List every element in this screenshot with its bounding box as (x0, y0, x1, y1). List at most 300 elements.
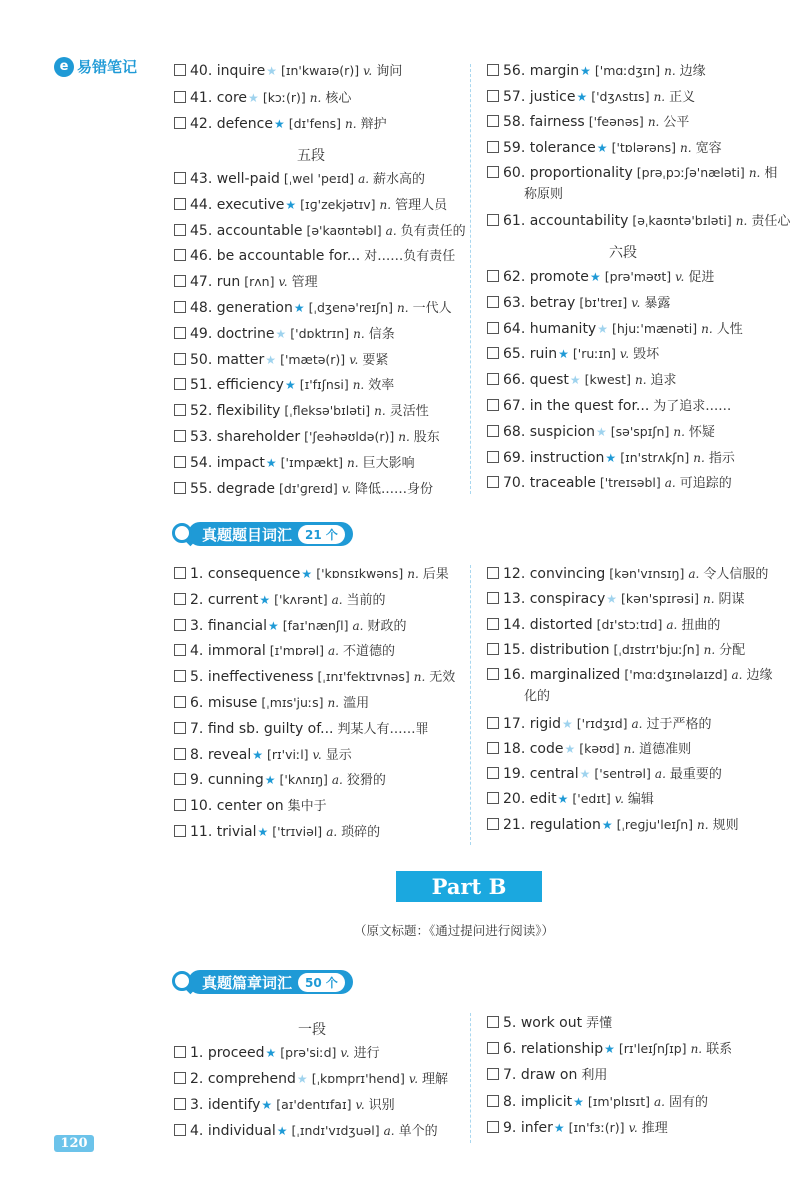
vocab-word: doctrine (216, 325, 275, 342)
vocab-meaning: 联系 (706, 1042, 733, 1058)
checkbox-icon[interactable] (487, 1016, 499, 1028)
vocab-part-of-speech: a. (385, 223, 397, 238)
checkbox-icon[interactable] (174, 593, 186, 605)
vocab-word: rigid (529, 715, 562, 732)
vocab-part-of-speech: n. (697, 817, 709, 832)
star-icon: ★ (597, 321, 608, 336)
vocab-word: cunning (207, 772, 264, 789)
checkbox-icon[interactable] (487, 618, 499, 630)
vocab-word: efficiency (216, 377, 284, 394)
checkbox-icon[interactable] (487, 742, 499, 754)
star-icon: ★ (285, 197, 297, 212)
banner-pill (188, 522, 353, 546)
checkbox-icon[interactable] (174, 1124, 186, 1136)
vocab-word: run (216, 274, 241, 291)
vocab-number: 4. (190, 1123, 204, 1139)
vocab-meaning: 不道德的 (343, 644, 396, 660)
vocab-number: 49. (190, 325, 213, 342)
vocab-phonetic: ['mɑːdʒɪn] (594, 63, 661, 78)
vocab-phonetic: [ˌɪndɪ'vɪdʒuəl] (291, 1123, 380, 1138)
checkbox-icon[interactable] (174, 1098, 186, 1110)
vocab-number: 56. (503, 63, 526, 79)
vocab-number: 64. (503, 320, 526, 337)
vocab-part-of-speech: a. (731, 668, 743, 683)
vocab-number: 3. (190, 617, 204, 634)
vocab-number: 41. (190, 89, 213, 106)
star-icon: ★ (296, 1072, 308, 1086)
vocab-phonetic: [dɪ'ɡreɪd] (278, 480, 338, 496)
vocab-word: reveal (207, 746, 252, 763)
star-icon: ★ (573, 1094, 584, 1109)
vocab-part-of-speech: n. (647, 115, 660, 129)
vocab-item (174, 617, 406, 636)
vocab-item (487, 62, 706, 81)
vocab-part-of-speech: a. (688, 567, 700, 581)
star-icon: ★ (569, 373, 581, 388)
vocab-item (487, 1119, 668, 1138)
vocab-part-of-speech: n. (413, 670, 426, 685)
star-icon: ★ (248, 90, 259, 105)
vocab-part-of-speech: n. (702, 592, 715, 607)
vocab-item (487, 345, 659, 364)
star-icon: ★ (265, 352, 277, 367)
checkbox-icon[interactable] (174, 430, 186, 442)
vocab-word: executive (216, 196, 285, 213)
vocab-word: well-paid (216, 171, 280, 187)
vocab-phonetic: ['ʃeəhəʊldə(r)] (304, 429, 395, 444)
vocab-part-of-speech: v. (355, 1098, 365, 1112)
vocab-item (487, 1014, 612, 1033)
vocab-item (174, 170, 425, 189)
vocab-item (174, 454, 415, 473)
vocab-word: trivial (216, 824, 257, 840)
vocab-number: 51. (190, 377, 213, 394)
checkbox-icon[interactable] (487, 270, 499, 282)
checkbox-icon[interactable] (487, 592, 499, 604)
vocab-meaning-continued: 称原则 (524, 187, 564, 202)
vocab-word: comprehend (207, 1071, 296, 1087)
checkbox-icon[interactable] (487, 567, 499, 579)
checkbox-icon[interactable] (487, 1068, 499, 1080)
star-icon: ★ (276, 1124, 288, 1138)
vocab-meaning: 信条 (368, 326, 395, 342)
vocab-word: regulation (529, 816, 601, 833)
vocab-meaning: 管理人员 (395, 197, 448, 213)
checkbox-icon[interactable] (487, 399, 499, 411)
vocab-phonetic: [ˌreɡju'leɪʃn] (616, 816, 694, 832)
vocab-part-of-speech: n. (379, 197, 392, 212)
vocab-meaning: 负有责任的 (400, 223, 466, 239)
vocab-part-of-speech: n. (352, 378, 365, 393)
checkbox-icon[interactable] (174, 722, 186, 734)
vocab-phonetic: [kəʊd] (579, 740, 620, 756)
vocab-word: current (207, 591, 259, 608)
vocab-word: be accountable for... (216, 248, 361, 265)
vocab-item (174, 247, 455, 266)
vocab-item (174, 746, 352, 765)
vocab-word: distorted (529, 616, 593, 633)
vocab-item (174, 376, 394, 395)
vocab-word: generation (216, 300, 293, 316)
vocab-number: 11. (190, 824, 213, 840)
checkbox-icon[interactable] (487, 1095, 499, 1107)
vocab-meaning: 人性 (716, 321, 743, 337)
vocab-meaning: 相 (764, 166, 778, 181)
checkbox-icon[interactable] (487, 668, 499, 680)
vocab-part-of-speech: v. (675, 270, 685, 284)
checkbox-icon[interactable] (174, 91, 186, 103)
vocab-number: 68. (503, 423, 526, 440)
vocab-number: 61. (503, 212, 526, 229)
vocab-number: 9. (503, 1119, 517, 1136)
vocab-number: 17. (503, 715, 526, 732)
vocab-number: 5. (190, 669, 204, 686)
vocab-number: 69. (503, 449, 526, 466)
star-icon: ★ (595, 424, 607, 439)
section-heading-liu: 六段 (609, 245, 637, 261)
vocab-meaning: 降低……身份 (354, 481, 433, 497)
vocab-number: 46. (190, 248, 213, 265)
brand-logo-icon: e (54, 57, 74, 77)
checkbox-icon[interactable] (174, 378, 186, 390)
vocab-item (174, 480, 433, 499)
vocab-part-of-speech: n. (693, 450, 705, 465)
checkbox-icon[interactable] (487, 347, 499, 359)
vocab-word: implicit (520, 1093, 573, 1110)
checkbox-icon[interactable] (174, 327, 186, 339)
vocab-meaning: 效率 (368, 378, 395, 394)
vocab-item (487, 139, 722, 158)
checkbox-icon[interactable] (174, 1046, 186, 1058)
vocab-item (174, 1070, 448, 1089)
vocab-phonetic: [ˌdɪstrɪ'bjuːʃn] (613, 641, 700, 657)
vocab-phonetic: [kwest] (584, 372, 631, 388)
checkbox-icon[interactable] (487, 214, 499, 226)
vocab-phonetic: ['treɪsəbl] (599, 475, 661, 491)
checkbox-icon[interactable] (174, 198, 186, 210)
vocab-word: accountability (529, 212, 629, 229)
column-divider-top (470, 64, 471, 494)
vocab-item (174, 642, 395, 661)
checkbox-icon[interactable] (487, 643, 499, 655)
checkbox-icon[interactable] (174, 353, 186, 365)
star-icon: ★ (257, 825, 269, 839)
vocab-word: financial (207, 617, 268, 634)
checkbox-icon[interactable] (487, 425, 499, 437)
vocab-item (174, 273, 318, 292)
vocab-phonetic: ['edɪt] (572, 791, 611, 807)
star-icon: ★ (589, 270, 601, 284)
vocab-meaning: 判某人有……罪 (337, 721, 429, 737)
vocab-part-of-speech: n. (690, 1042, 703, 1057)
star-icon: ★ (259, 592, 271, 607)
vocab-part-of-speech: a. (653, 1094, 665, 1109)
vocab-number: 57. (503, 88, 526, 105)
vocab-meaning: 单个的 (398, 1124, 438, 1139)
vocab-item (174, 591, 386, 610)
vocab-word: quest (529, 372, 569, 389)
star-icon: ★ (264, 773, 276, 788)
checkbox-icon[interactable] (174, 644, 186, 656)
vocab-number: 16. (503, 667, 526, 684)
vocab-item (174, 89, 351, 108)
vocab-number: 60. (503, 165, 526, 181)
vocab-word: marginalized (529, 667, 621, 684)
vocab-phonetic: ['rɪdʒɪd] (576, 715, 628, 731)
checkbox-icon[interactable] (487, 1121, 499, 1133)
vocab-phonetic: [ɪɡ'zekjətɪv] (300, 196, 376, 212)
banner-label: 真题篇章词汇 (202, 973, 293, 992)
vocab-item (487, 268, 714, 287)
vocab-word: traceable (529, 475, 596, 492)
vocab-item (174, 694, 369, 713)
vocab-number: 67. (503, 398, 526, 414)
vocab-number: 42. (190, 116, 213, 132)
vocab-part-of-speech: a. (654, 767, 666, 782)
vocab-meaning: 道德准则 (639, 741, 692, 757)
checkbox-icon[interactable] (487, 322, 499, 334)
vocab-part-of-speech: n. (673, 424, 685, 439)
checkbox-icon[interactable] (174, 117, 186, 129)
vocab-item (487, 565, 768, 584)
checkbox-icon[interactable] (487, 818, 499, 830)
vocab-item (174, 771, 386, 790)
vocab-meaning: 询问 (376, 64, 403, 79)
vocab-word: suspicion (529, 423, 595, 440)
vocab-number: 5. (503, 1015, 517, 1031)
part-b-subtitle: （原文标题：《通过提问进行阅读》） (354, 923, 555, 938)
vocab-word: infer (520, 1119, 553, 1136)
vocab-phonetic: [rɪ'leɪʃnʃɪp] (618, 1041, 687, 1057)
checkbox-icon[interactable] (174, 773, 186, 785)
checkbox-icon[interactable] (174, 670, 186, 682)
vocab-part-of-speech: n. (680, 140, 692, 155)
vocab-number: 7. (190, 720, 204, 737)
brand-logo (54, 56, 137, 77)
vocab-word: ineffectiveness (207, 669, 314, 686)
vocab-meaning: 促进 (688, 270, 715, 285)
vocab-phonetic: [faɪ'nænʃl] (282, 617, 349, 633)
vocab-meaning: 规则 (712, 817, 739, 833)
vocab-phonetic: ['sentrəl] (594, 766, 651, 782)
vocab-meaning-continued: 化的 (524, 689, 551, 705)
star-icon: ★ (266, 64, 277, 78)
vocab-phonetic: [prə'siːd] (280, 1045, 337, 1060)
vocab-number: 45. (190, 222, 213, 239)
checkbox-icon[interactable] (487, 476, 499, 488)
vocab-meaning: 令人信服的 (703, 567, 769, 582)
vocab-part-of-speech: v. (628, 1120, 638, 1135)
vocab-word: instruction (529, 449, 605, 466)
checkbox-icon[interactable] (174, 696, 186, 708)
vocab-part-of-speech: v. (408, 1072, 419, 1086)
magnifier-icon (172, 523, 194, 545)
vocab-meaning: 过于严格的 (646, 716, 712, 732)
vocab-word: humanity (529, 320, 597, 337)
vocab-phonetic: ['dɒktrɪn] (290, 325, 350, 341)
vocab-number: 70. (503, 475, 526, 492)
checkbox-icon[interactable] (487, 141, 499, 153)
checkbox-icon[interactable] (174, 1072, 186, 1084)
vocab-word: conspiracy (529, 591, 606, 608)
vocab-number: 40. (190, 63, 213, 79)
star-icon: ★ (273, 117, 285, 131)
vocab-phonetic: [ɪn'strʌkʃn] (620, 449, 690, 465)
vocab-meaning: 正义 (669, 89, 696, 105)
vocab-word: degrade (216, 480, 275, 497)
vocab-item (174, 402, 429, 421)
checkbox-icon[interactable] (174, 64, 186, 76)
checkbox-icon[interactable] (487, 115, 499, 127)
checkbox-icon[interactable] (487, 767, 499, 779)
vocab-word: work out (520, 1015, 583, 1031)
vocab-meaning: 薪水高的 (373, 172, 426, 187)
vocab-word: defence (216, 116, 273, 132)
vocab-phonetic: ['ruːɪn] (572, 346, 616, 362)
vocab-number: 1. (190, 566, 204, 582)
vocab-part-of-speech: a. (331, 592, 343, 607)
vocab-number: 44. (190, 196, 213, 213)
vocab-word: matter (216, 351, 265, 368)
vocab-phonetic: [ˌɪnɪ'fektɪvnəs] (317, 669, 410, 685)
vocab-phonetic: [hjuː'mænəti] (611, 320, 698, 336)
checkbox-icon[interactable] (487, 373, 499, 385)
star-icon: ★ (275, 326, 287, 341)
vocab-number: 63. (503, 294, 526, 311)
checkbox-icon[interactable] (487, 717, 499, 729)
vocab-part-of-speech: n. (407, 567, 419, 581)
vocab-part-of-speech: v. (349, 352, 359, 367)
checkbox-icon[interactable] (174, 456, 186, 468)
vocab-word: proceed (207, 1045, 265, 1061)
vocab-word: betray (529, 294, 576, 311)
vocab-part-of-speech: a. (383, 1124, 395, 1138)
vocab-item (487, 397, 731, 416)
vocab-word: convincing (529, 566, 606, 582)
star-icon: ★ (265, 1046, 277, 1060)
vocab-phonetic: ['trɪviəl] (272, 824, 323, 839)
vocab-meaning: 责任心 (751, 213, 791, 229)
exam-question-vocab-banner (172, 522, 353, 546)
vocab-number: 1. (190, 1045, 204, 1061)
vocab-item (487, 1066, 607, 1085)
vocab-part-of-speech: n. (398, 430, 410, 444)
vocab-item (174, 1096, 395, 1115)
vocab-item (487, 715, 712, 734)
vocab-item (487, 212, 790, 231)
checkbox-icon[interactable] (174, 482, 186, 494)
vocab-number: 58. (503, 114, 526, 130)
vocab-number: 21. (503, 816, 526, 833)
star-icon: ★ (261, 1098, 273, 1112)
vocab-item (487, 590, 745, 609)
vocab-meaning: 最重要的 (669, 767, 722, 783)
vocab-word: shareholder (216, 429, 301, 445)
vocab-phonetic: [dɪ'stɔːtɪd] (596, 616, 663, 632)
checkbox-icon[interactable] (174, 567, 186, 579)
checkbox-icon[interactable] (487, 296, 499, 308)
vocab-part-of-speech: a. (631, 716, 643, 731)
vocab-part-of-speech: n. (735, 213, 748, 228)
vocab-meaning: 指示 (708, 450, 735, 466)
checkbox-icon[interactable] (487, 166, 499, 178)
vocab-meaning: 利用 (581, 1068, 608, 1084)
vocab-word: margin (529, 63, 580, 79)
vocab-word: find sb. guilty of... (207, 720, 334, 737)
checkbox-icon[interactable] (487, 90, 499, 102)
star-icon: ★ (564, 741, 576, 756)
vocab-phonetic: [ɪ'mɒrəl] (269, 643, 325, 659)
checkbox-icon[interactable] (174, 249, 186, 261)
checkbox-icon[interactable] (174, 301, 186, 313)
checkbox-icon[interactable] (174, 224, 186, 236)
section-heading-wu: 五段 (297, 148, 325, 164)
vocab-meaning: 追求 (650, 373, 677, 389)
vocab-phonetic: [kɔː(r)] (262, 89, 306, 105)
checkbox-icon[interactable] (174, 172, 186, 184)
vocab-item (174, 222, 466, 241)
vocab-item (487, 1093, 708, 1112)
vocab-phonetic: [ə'kaʊntəbl] (306, 222, 382, 238)
vocab-part-of-speech: a. (328, 644, 339, 659)
vocab-number: 53. (190, 429, 213, 445)
vocab-item (174, 668, 455, 687)
vocab-word: promote (529, 269, 589, 285)
checkbox-icon[interactable] (174, 799, 186, 811)
vocab-part-of-speech: v. (312, 747, 322, 762)
vocab-number: 48. (190, 300, 213, 316)
passage-vocab-banner (172, 970, 353, 994)
star-icon: ★ (596, 140, 608, 155)
checkbox-icon[interactable] (174, 275, 186, 287)
vocab-meaning: 弄懂 (586, 1016, 613, 1031)
vocab-number: 15. (503, 641, 526, 658)
star-icon: ★ (580, 64, 591, 78)
page-number: 120 (54, 1135, 94, 1152)
vocab-item (174, 1122, 438, 1141)
vocab-phonetic: [ˌdʒenə'reɪʃn] (308, 300, 394, 315)
checkbox-icon[interactable] (174, 825, 186, 837)
vocab-meaning: 灵活性 (389, 404, 429, 420)
star-icon: ★ (553, 1120, 565, 1135)
vocab-word: ruin (529, 346, 558, 363)
vocab-phonetic: [kən'vɪnsɪŋ] (609, 566, 685, 581)
vocab-phonetic: [kən'spɪrəsi] (621, 591, 699, 607)
checkbox-icon[interactable] (487, 451, 499, 463)
vocab-meaning: 当前的 (346, 592, 386, 608)
vocab-number: 7. (503, 1067, 517, 1084)
checkbox-icon[interactable] (487, 792, 499, 804)
vocab-number: 14. (503, 616, 526, 633)
checkbox-icon[interactable] (174, 748, 186, 760)
vocab-meaning: 边缘 (746, 668, 773, 684)
vocab-number: 47. (190, 274, 213, 291)
vocab-word: fairness (529, 114, 585, 130)
checkbox-icon[interactable] (174, 619, 186, 631)
checkbox-icon[interactable] (487, 1042, 499, 1054)
vocab-number: 4. (190, 643, 204, 660)
vocab-word: tolerance (529, 139, 596, 156)
vocab-item (487, 641, 745, 660)
vocab-phonetic: [əˌkaʊntə'bɪləti] (632, 212, 732, 228)
vocab-item (487, 666, 773, 705)
vocab-item (487, 371, 677, 390)
checkbox-icon[interactable] (487, 64, 499, 76)
vocab-number: 52. (190, 403, 213, 420)
vocab-number: 10. (190, 798, 213, 815)
vocab-part-of-speech: n. (309, 90, 322, 105)
checkbox-icon[interactable] (174, 404, 186, 416)
